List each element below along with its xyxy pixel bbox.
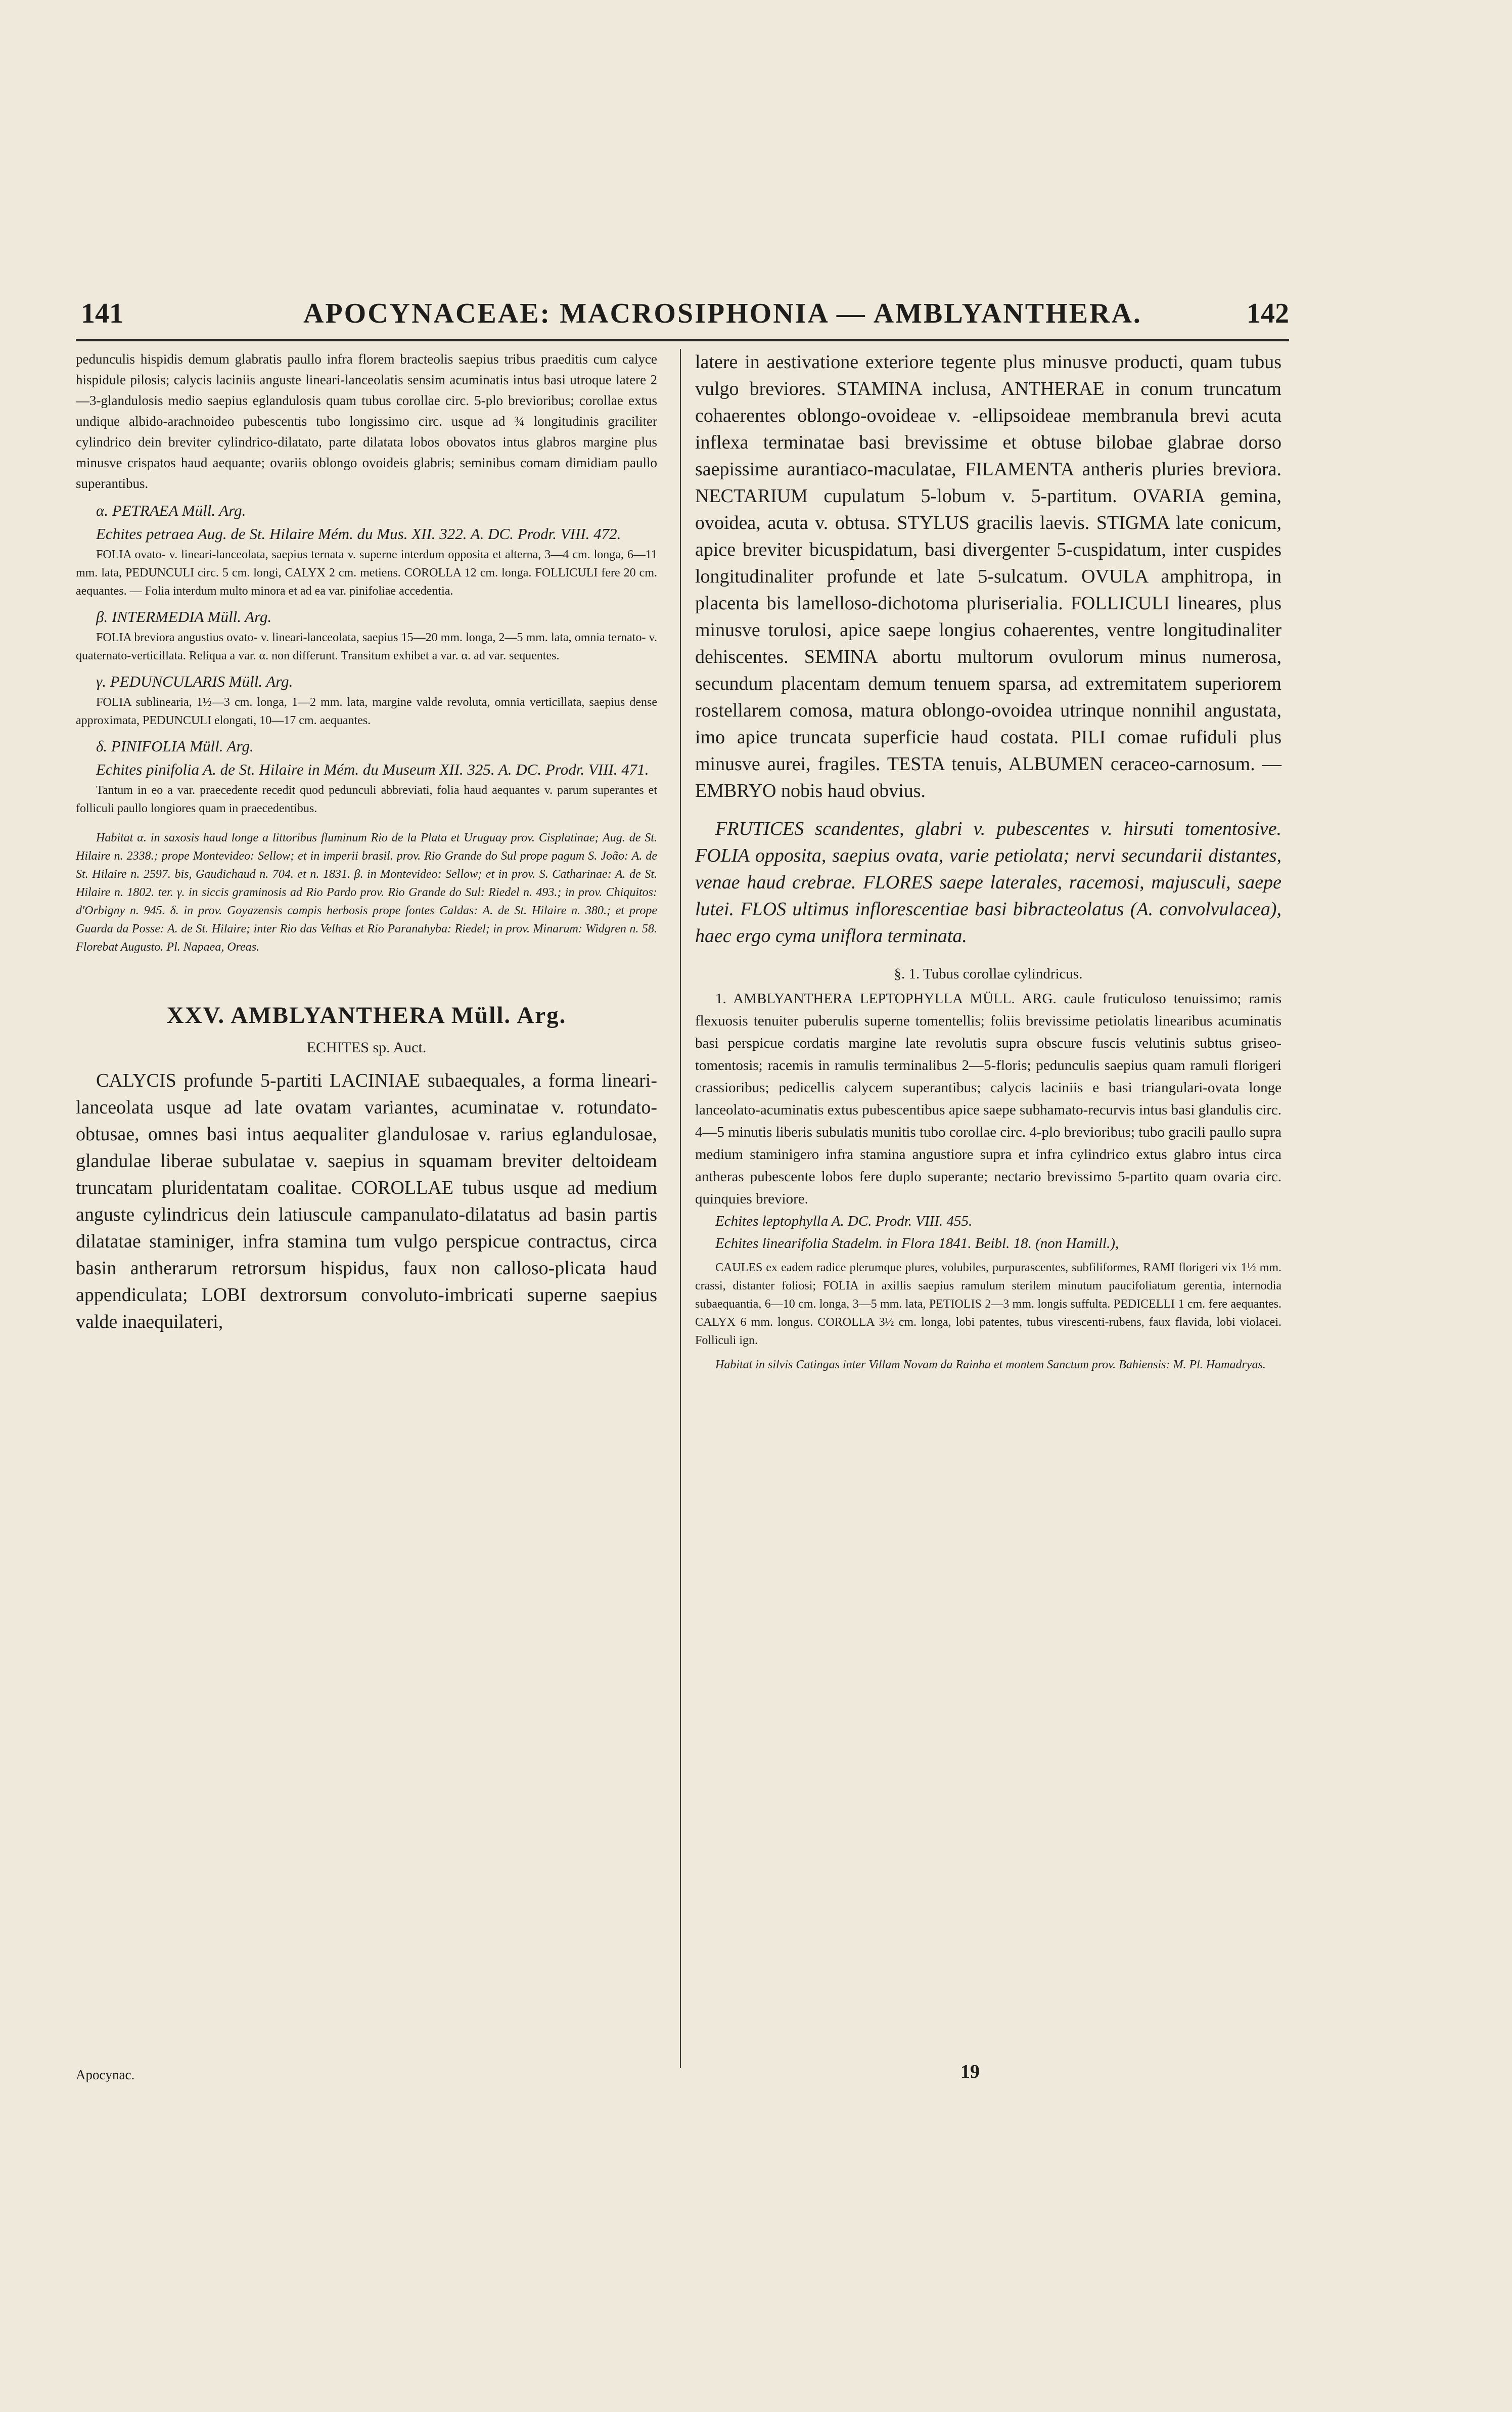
species-synonym-2: Echites linearifolia Stadelm. in Flora 1841. Beibl. 18. (non Hamill.), bbox=[715, 1235, 1119, 1252]
variety-gamma-description: FOLIA sublinearia, 1½—3 cm. longa, 1—2 mm. lata, margine valde revoluta, omnia verticillata, saepius dense approximata, PEDUNCULI elongati, 10—17 cm. aequantes. bbox=[76, 696, 657, 727]
variety-delta-synonym: Echites pinifolia A. de St. Hilaire in Mém. du Museum XII. 325. A. DC. Prodr. VIII. 471. bbox=[96, 761, 649, 778]
genus-description: CALYCIS profunde 5-partiti LACINIAE subaequales, a forma lineari-lanceolata usque ad late ovatam variantes, acuminatae v. rotundato-obtusae, omnes basi intus aequaliter glandulosae v. rarius eglandulosae, glandulae liberae subulatae v. saepius in squamam breviter deltoideam truncatam pluridentatam coalitae. COROLLAE tubus usque ad medium anguste cylindricus dein latiuscule campanulato-dilatatus ad basin partis dilatatae staminiger, infra stamina tum vulgo perspicue contractus, circa basin antherarum retrorsum hispidus, faux non calloso-plicata haud appendiculata; LOBI dextrorsum convoluto-imbricati superne saepius valde inaequilateri, bbox=[76, 1070, 657, 1332]
footer-sheet-number: 19 bbox=[960, 2061, 980, 2082]
variety-beta-name: β. INTERMEDIA Müll. Arg. bbox=[96, 608, 272, 626]
species-habitat: Habitat in silvis Catingas inter Villam Novam da Rainha et montem Sanctum prov. Bahiensis: M. Pl. Hamadryas. bbox=[715, 1358, 1266, 1371]
variety-beta-description: FOLIA breviora angustius ovato- v. lineari-lanceolata, saepius 15—20 mm. longa, 2—5 mm. lata, omnia ternato- v. quaternato-verticillata. Reliqua a var. α. non differunt. Transitum exhibet a var. α. ad var. sequentes. bbox=[76, 631, 657, 662]
variety-alpha-description: FOLIA ovato- v. lineari-lanceolata, saepius ternata v. superne interdum opposita et alterna, 3—4 cm. longa, 6—11 mm. lata, PEDUNCULI circ. 5 cm. longi, CALYX 2 cm. metiens. COROLLA 12 cm. longa. FOLLICULI fere 20 cm. aequantes. — Folia interdum multo minora et ad ea var. pinifoliae accedentia. bbox=[76, 548, 657, 598]
habitat-paragraph: Habitat α. in saxosis haud longe a littoribus fluminum Rio de la Plata et Uruguay prov. Cisplatinae; Aug. de St. Hilaire n. 2338.; prope Montevideo: Sellow; et in imperii brasil. prov. Rio Grande do Sul prope pagum S. João: A. de St. Hilaire n. 2597. bis, Gaudichaud n. 704. et n. 1831. β. in Montevideo: Sellow; et in prov. S. Catharinae: A. de St. Hilaire n. 1802. ter. γ. in siccis graminosis ad Rio Pardo prov. Rio Grande do Sul: Riedel n. 493.; in prov. Chiquitos: d'Orbigny n. 945. δ. in prov. Goyazensis campis herbosis prope fontes Caldas: A. de St. Hilaire n. 380.; et prope Guarda da Posse: A. de St. Hilaire; inter Rio das Velhas et Rio Paranahyba: Riedel; in prov. Minarum: Widgren n. 58. Florebat Augusto. Pl. Napaea, Oreas. bbox=[76, 831, 657, 954]
variety-alpha-synonym: Echites petraea Aug. de St. Hilaire Mém. du Mus. XII. 322. A. DC. Prodr. VIII. 472. bbox=[96, 525, 621, 543]
intro-paragraph: pedunculis hispidis demum glabratis paullo infra florem bracteolis saepius tribus praeditis cum calyce hispidule pilosis; calycis laciniis anguste lineari-lanceolatis sensim acuminatis intus basi utroque latere 2—3-glandulosis medio saepius eglandulosis quam tubus corollae circ. 5-plo brevioribus; corollae extus undique albido-arachnoideo pubescentis tubo longissimo circ. usque ad ¾ longitudinis graciliter cylindrico dein breviter cylindrico-dilatato, parte dilatata lobos obovatos intus glabros margine plus minusve crispatos haud aequante; ovariis oblongo ovoideis glabris; seminibus comam dimidiam paullo superantibus. bbox=[76, 351, 657, 491]
page-number-left: 141 bbox=[81, 298, 123, 329]
species-synonym-1: Echites leptophylla A. DC. Prodr. VIII. 455. bbox=[715, 1213, 973, 1229]
variety-delta-description: Tantum in eo a var. praecedente recedit quod pedunculi abbreviati, folia haud aequantes v. parum superantes et folliculi paullo longiores quam in praecedentibus. bbox=[76, 784, 657, 815]
species-description: 1. AMBLYANTHERA LEPTOPHYLLA MÜLL. ARG. caule fruticuloso tenuissimo; ramis flexuosis tenuiter puberulis superne tomentellis; foliis brevissime petiolatis linearibus acuminatis basi perspicue cordatis margine late revolutis supra obscure fuscis velutinis subtus griseo-tomentosis; racemis in ramulis terminalibus 2—5-floris; pedunculis saepius quam ramuli florigeri crassioribus; pedicellis calycem superantibus; calycis laciniis e basi triangulari-ovata longe lanceolato-acuminatis extus pubescentibus apice saepe subhamato-recurvis intus basi glandulis circ. 4—5 minutis liberis subulatis munitis tubo corollae circ. 4-plo brevioribus; tubo gracili paullo supra medium staminigero infra stamina angustiore supra et infra cylindrico extus glabro intus circa antheras pubescente lobos fere duplo superante; nectario brevissimo 5-partito quam ovaria circ. quinquies breviore. bbox=[695, 991, 1281, 1207]
section-heading: §. 1. Tubus corollae cylindricus. bbox=[894, 966, 1083, 982]
left-column bbox=[76, 349, 657, 1335]
running-title: APOCYNACEAE: MACROSIPHONIA — AMBLYANTHERA. bbox=[303, 298, 1142, 329]
column-divider bbox=[680, 349, 681, 2068]
variety-gamma-name: γ. PEDUNCULARIS Müll. Arg. bbox=[96, 673, 293, 690]
variety-delta-name: δ. PINIFOLIA Müll. Arg. bbox=[96, 737, 254, 755]
genus-description-continued: latere in aestivatione exteriore tegente plus minusve producti, quam tubus vulgo breviores. STAMINA inclusa, ANTHERAE in conum truncatum cohaerentes oblongo-ovoideae v. -ellipsoideae membranula brevi acuta inflexa terminatae basi brevissime et obtuse bilobae glabrae dorso saepissime aurantiaco-maculatae, FILAMENTA antheris pluries breviora. NECTARIUM cupulatum 5-lobum v. 5-partitum. OVARIA gemina, ovoidea, acuta v. obtusa. STYLUS gracilis laevis. STIGMA late conicum, apice breviter bicuspidatum, basi divergenter 5-cuspidatum, inter cuspides longitudinaliter profunde et late 5-sulcatum. OVULA amphitropa, in placenta bis lamelloso-dichotoma pluriserialia. FOLLICULI lineares, plus minusve torulosi, apice saepe longius cohaerentes, ventre longitudinaliter dehiscentes. SEMINA abortu multorum ovulorum minus numerosa, secundum placentam demum tenuem sparsa, ad extremitatem superiorem rostellarem comosa, matura oblongo-ovoidea utrinque nonnihil angustata, imo apice truncata superficie haud costata. PILI comae rufiduli plus minusve aurei, fragiles. TESTA tenuis, ALBUMEN ceraceo-carnosum. — EMBRYO nobis haud obvius. bbox=[695, 351, 1281, 801]
species-detail: CAULES ex eadem radice plerumque plures, volubiles, purpurascentes, subfiliformes, RAMI florigeri vix 1½ mm. crassi, distanter foliosi; FOLIA in axillis saepius ramulum sterilem minutum paucifoliatum gerentia, internodia subaequantia, 6—10 cm. longa, 3—5 mm. lata, PETIOLIS 2—3 mm. longis suffulta. PEDICELLI 1 cm. fere aequantes. CALYX 6 mm. longus. COROLLA 3½ cm. longa, lobi patentes, tubus virescenti-rubens, faux flavida, lobi violacei. Folliculi ign. bbox=[695, 1261, 1281, 1347]
variety-alpha-name: α. PETRAEA Müll. Arg. bbox=[96, 502, 246, 519]
header-rule bbox=[76, 339, 1289, 341]
right-column bbox=[695, 349, 1281, 1374]
page-number-right: 142 bbox=[1247, 298, 1289, 329]
running-header bbox=[66, 297, 1289, 338]
genus-habit: FRUTICES scandentes, glabri v. pubescentes v. hirsuti tomentosive. FOLIA opposita, saepius ovata, varie petiolata; nervi secundarii distantes, venae haud crebrae. FLORES saepe laterales, racemosi, majusculi, saepe lutei. FLOS ultimus inflorescentiae basi bibracteolatus (A. convolvulacea), haec ergo cyma uniflora terminata. bbox=[695, 818, 1281, 947]
genus-title: XXV. AMBLYANTHERA Müll. Arg. bbox=[166, 1002, 567, 1029]
genus-synonym: ECHITES sp. Auct. bbox=[306, 1039, 427, 1056]
footer-signature-label: Apocynac. bbox=[76, 2067, 135, 2082]
